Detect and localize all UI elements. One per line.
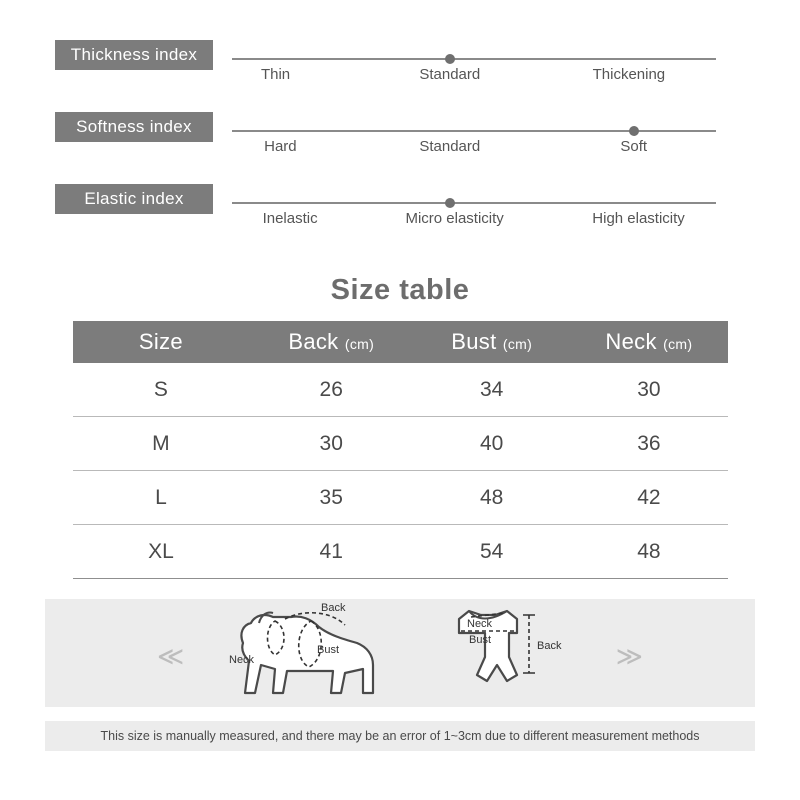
index-scale-elastic	[232, 184, 716, 230]
index-row-elastic	[0, 184, 800, 256]
cell-neck: 30	[570, 363, 727, 417]
index-label-thickness: Thickness index	[55, 40, 213, 70]
cell-size: S	[73, 363, 250, 417]
index-row-thickness	[0, 40, 800, 112]
cell-bust: 54	[413, 525, 570, 579]
column-header-label: Neck	[605, 329, 657, 354]
dog-measurement-diagram	[225, 603, 395, 703]
cell-bust: 40	[413, 417, 570, 471]
column-header-bust	[413, 321, 570, 363]
cell-neck: 48	[570, 525, 727, 579]
measurement-diagram-band	[45, 599, 755, 707]
index-scale-softness	[232, 112, 716, 158]
cell-size: XL	[73, 525, 250, 579]
scale-tick: Standard	[419, 138, 481, 155]
cell-neck: 42	[570, 471, 727, 525]
scale-tick: Inelastic	[262, 210, 318, 227]
scale-tick: Hard	[264, 138, 297, 155]
table-row	[73, 525, 728, 579]
index-scale-thickness	[232, 40, 716, 86]
garment-measurement-diagram	[425, 603, 575, 703]
column-header-label: Bust	[451, 329, 497, 354]
column-header-size	[73, 321, 250, 363]
diagram-figures	[45, 599, 755, 707]
scale-ticks	[232, 132, 716, 158]
garment-label-bust: Bust	[469, 634, 492, 646]
cell-bust: 48	[413, 471, 570, 525]
cell-back: 30	[249, 417, 413, 471]
cell-bust: 34	[413, 363, 570, 417]
cell-back: 41	[249, 525, 413, 579]
scale-ticks	[232, 60, 716, 86]
index-section	[0, 0, 800, 256]
size-table-title: Size table	[330, 274, 470, 306]
scale-tick: Thin	[260, 66, 291, 83]
cell-size: M	[73, 417, 250, 471]
column-header-unit: (cm)	[663, 336, 693, 352]
index-label-softness: Softness index	[55, 112, 213, 142]
prev-arrow-icon[interactable]: ≪	[157, 641, 185, 671]
table-row	[73, 471, 728, 525]
column-header-unit: (cm)	[344, 336, 375, 352]
index-label-elastic: Elastic index	[55, 184, 213, 214]
cell-neck: 36	[570, 417, 727, 471]
column-header-label: Back	[288, 329, 339, 354]
column-header-neck	[570, 321, 727, 363]
table-header-row	[73, 321, 728, 363]
dog-label-neck: Neck	[229, 654, 255, 666]
column-header-back	[249, 321, 413, 363]
scale-tick: Thickening	[592, 66, 666, 83]
scale-ticks	[232, 204, 716, 230]
index-row-softness	[0, 112, 800, 184]
dog-label-back: Back	[321, 603, 346, 614]
scale-tick: Standard	[419, 66, 481, 83]
cell-size: L	[73, 471, 250, 525]
cell-back: 35	[249, 471, 413, 525]
garment-label-neck: Neck	[467, 618, 493, 630]
column-header-label: Size	[138, 329, 183, 354]
size-table	[73, 321, 728, 579]
cell-back: 26	[249, 363, 413, 417]
scale-tick: Micro elasticity	[405, 210, 504, 227]
measurement-note: This size is manually measured, and there may be an error of 1~3cm due to different measurement methods	[45, 721, 755, 751]
scale-tick: High elasticity	[592, 210, 685, 227]
garment-label-back: Back	[537, 640, 562, 652]
table-row	[73, 363, 728, 417]
column-header-unit: (cm)	[502, 336, 533, 352]
scale-tick: Soft	[620, 138, 648, 155]
dog-label-bust: Bust	[317, 644, 340, 656]
next-arrow-icon[interactable]: ≫	[615, 641, 643, 671]
table-row	[73, 417, 728, 471]
